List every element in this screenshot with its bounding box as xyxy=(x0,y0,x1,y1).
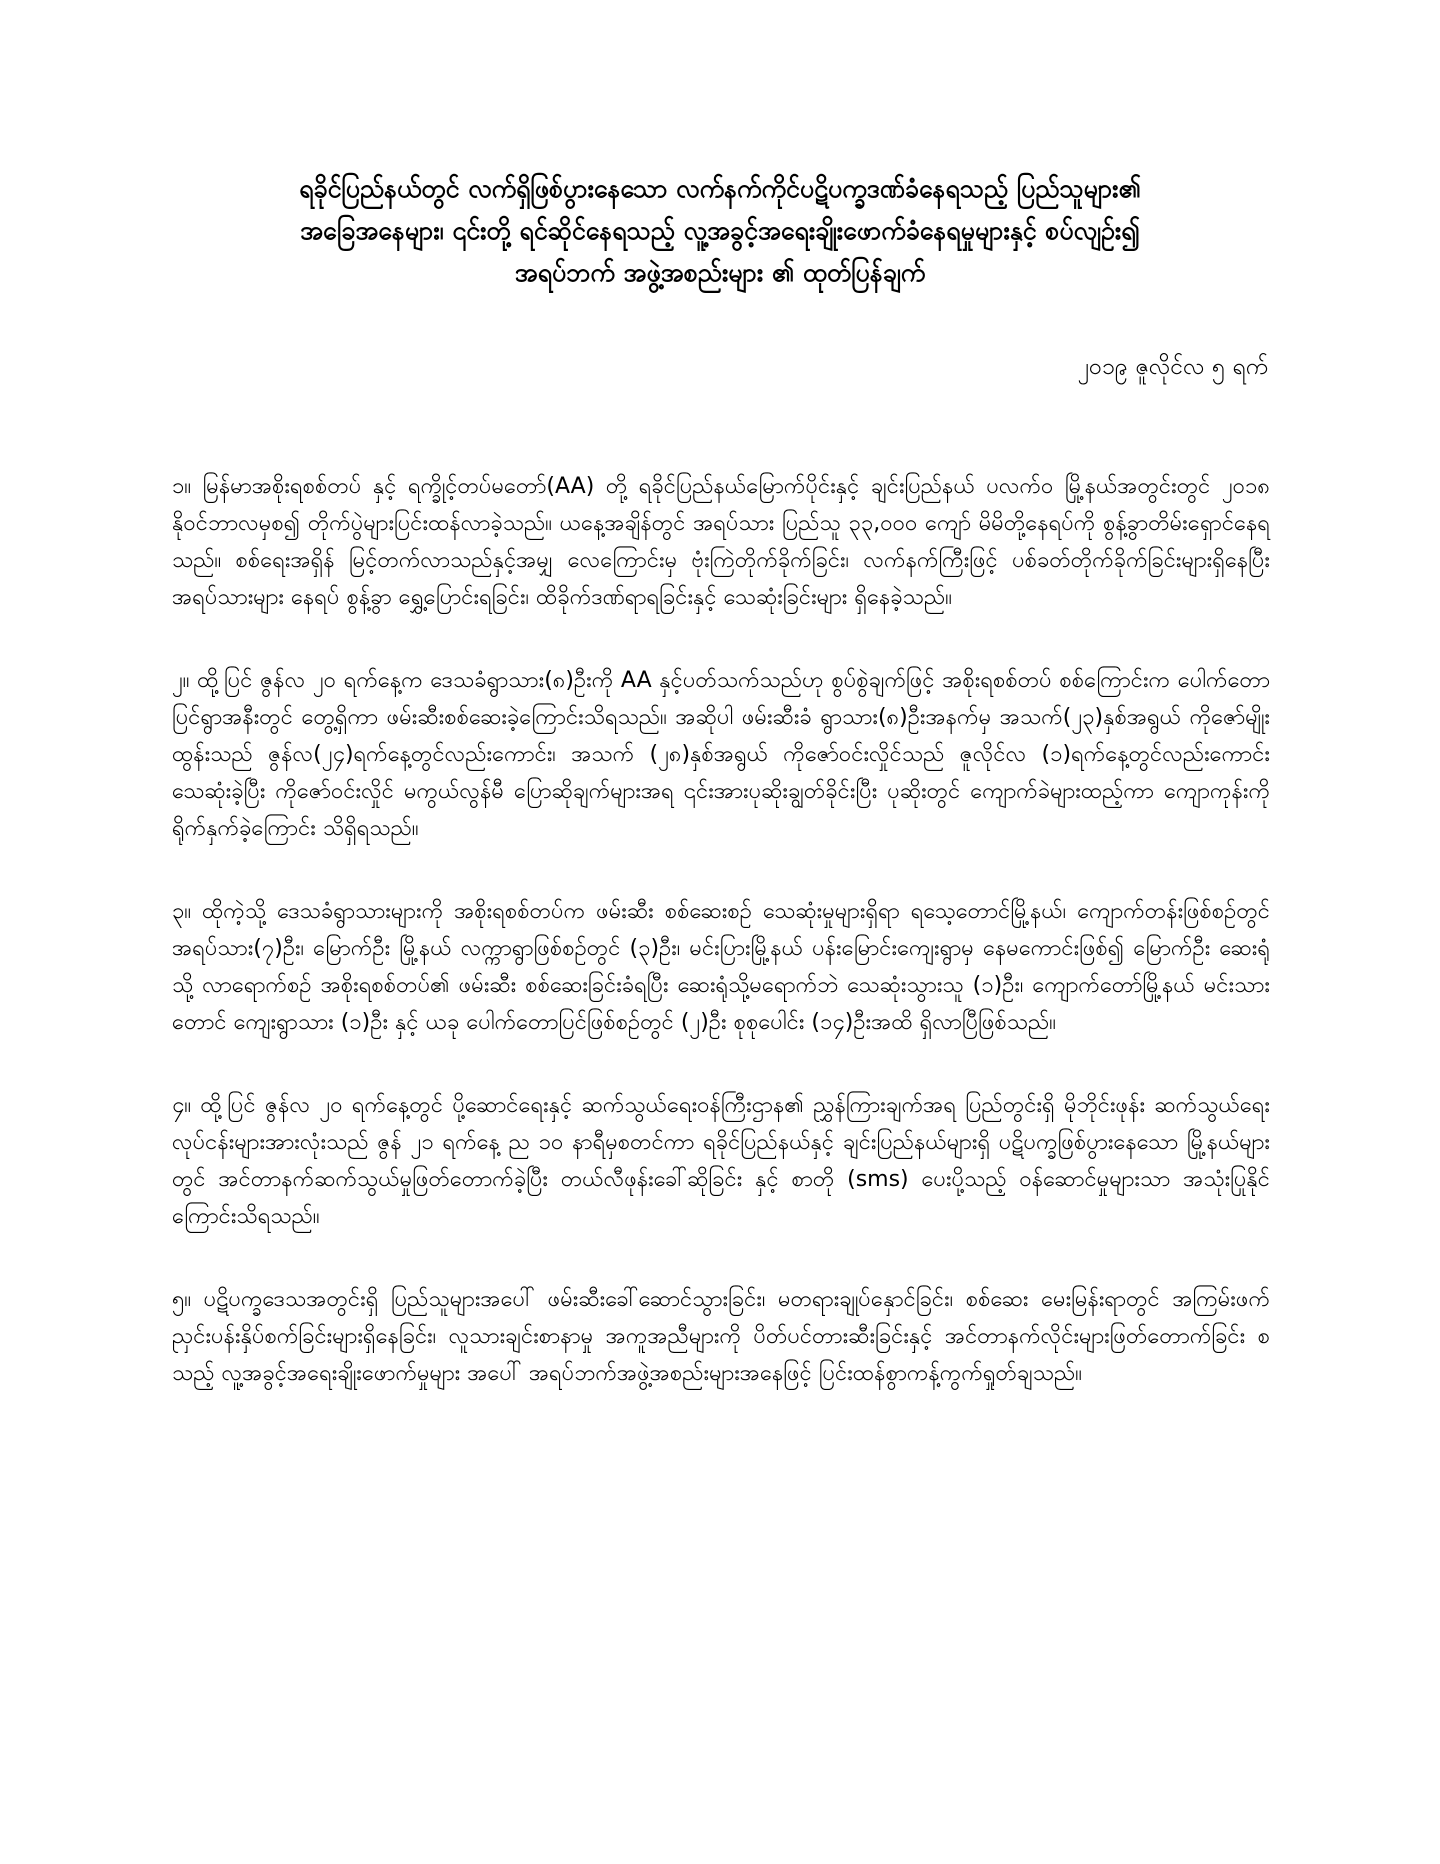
paragraph-4: ၄။ ထို့ပြင် ဇွန်လ ၂၀ ရက်နေ့တွင် ပို့ဆောင်ရေးနှင့် ဆက်သွယ်ရေးဝန်ကြီးဌာန၏ ညွှန်ကြားချက်အရ ပြည်တွင်းရှိ မိုဘိုင်းဖုန်း ဆက်သွယ်ရေးလုပ်ငန်းများအားလုံးသည် ဇွန် ၂၁ ရက်နေ့ ည ၁၀ နာရီမှစတင်ကာ ရခိုင်ပြည်နယ်နှင့် ချင်းပြည်နယ်များရှိ ပဋိပက္ခဖြစ်ပွားနေသော မြို့နယ်များတွင် အင်တာနက်ဆက်သွယ်မှုဖြတ်တောက်ခဲ့ပြီး တယ်လီဖုန်းခေါ်ဆိုခြင်း နှင့် စာတို (sms) ပေးပို့သည့် ဝန်ဆောင်မှုများသာ အသုံးပြုနိုင်ကြောင်းသိရသည်။ xyxy=(172,1093,1270,1229)
statement-date: ၂၀၁၉ ဇူလိုင်လ ၅ ရက် xyxy=(1077,354,1268,380)
paragraph-2: ၂။ ထို့ပြင် ဇွန်လ ၂၀ ရက်နေ့က ဒေသခံရွာသား(၈)ဦးကို AA နှင့်ပတ်သက်သည်ဟု စွပ်စွဲချက်ဖြင့် အစိုးရစစ်တပ် စစ်ကြောင်းက ပေါက်တောပြင်ရွာအနီးတွင် တွေ့ရှိကာ ဖမ်းဆီးစစ်ဆေးခဲ့ကြောင်းသိရသည်။ အဆိုပါ ဖမ်းဆီးခံ ရွာသား(၈)ဦးအနက်မှ အသက်(၂၃)နှစ်အရွယ် ကိုဇော်မျိုးထွန်းသည် ဇွန်လ(၂၄)ရက်နေ့တွင်လည်းကောင်း၊ အသက် (၂၈)နှစ်အရွယ် ကိုဇော်ဝင်းလှိုင်သည် ဇူလိုင်လ (၁)ရက်နေ့တွင်လည်းကောင်း သေဆုံးခဲ့ပြီး ကိုဇော်ဝင်းလှိုင် မကွယ်လွန်မီ ပြောဆိုချက်များအရ ၎င်းအားပုဆိုးချွတ်ခိုင်းပြီး ပုဆိုးတွင် ကျောက်ခဲများထည့်ကာ ကျောကုန်းကို ရိုက်နှက်ခဲ့ကြောင်း သိရှိရသည်။ xyxy=(172,668,1270,841)
paragraph-5: ၅။ ပဋိပက္ခဒေသအတွင်းရှိ ပြည်သူများအပေါ် ဖမ်းဆီးခေါ်ဆောင်သွားခြင်း၊ မတရားချုပ်နှောင်ခြင်း၊ စစ်ဆေး မေးမြန်းရာတွင် အကြမ်းဖက် ညှင်းပန်းနှိပ်စက်ခြင်းများရှိနေခြင်း၊ လူသားချင်းစာနာမှု အကူအညီများကို ပိတ်ပင်တားဆီးခြင်းနှင့် အင်တာနက်လိုင်းများဖြတ်တောက်ခြင်း စသည့် လူ့အခွင့်အရေးချိုးဖောက်မှုများ အပေါ် အရပ်ဘက်အဖွဲ့အစည်းများအနေဖြင့် ပြင်းထန်စွာကန့်ကွက်ရှုတ်ချသည်။ xyxy=(172,1287,1270,1386)
title-line-3: အရပ်ဘက် အဖွဲ့အစည်းများ ၏ ထုတ်ပြန်ချက် xyxy=(514,258,926,287)
document-body xyxy=(172,468,1270,1438)
title-line-2: အခြေအနေများ၊ ၎င်းတို့ ရင်ဆိုင်နေရသည့် လူ့အခွင့်အရေးချိုးဖောက်ခံနေရမှုများနှင့် စပ်လျဉ်း၍ xyxy=(300,216,1140,245)
title-line-1: ရခိုင်ပြည်နယ်တွင် လက်ရှိဖြစ်ပွားနေသော လက်နက်ကိုင်ပဋိပက္ခဒဏ်ခံနေရသည့် ပြည်သူများ၏ xyxy=(299,174,1141,203)
document-title xyxy=(160,168,1280,294)
paragraph-3: ၃။ ထိုကဲ့သို့ ဒေသခံရွာသားများကို အစိုးရစစ်တပ်က ဖမ်းဆီး စစ်ဆေးစဉ် သေဆုံးမှုများရှိရာ ရသေ့တောင်မြို့နယ်၊ ကျောက်တန်းဖြစ်စဉ်တွင် အရပ်သား(၇)ဦး၊ မြောက်ဦး မြို့နယ် လက္ကာရွာဖြစ်စဉ်တွင် (၃)ဦး၊ မင်းပြားမြို့နယ် ပန်းမြောင်းကျေးရွာမှ နေမကောင်းဖြစ်၍ မြောက်ဦး ဆေးရုံသို့ လာရောက်စဉ် အစိုးရစစ်တပ်၏ ဖမ်းဆီး စစ်ဆေးခြင်းခံရပြီး ဆေးရုံသို့မရောက်ဘဲ သေဆုံးသွားသူ (၁)ဦး၊ ကျောက်တော်မြို့နယ် မင်းသားတောင် ကျေးရွာသား (၁)ဦး နှင့် ယခု ပေါက်တောပြင်ဖြစ်စဉ်တွင် (၂)ဦး စုစုပေါင်း (၁၄)ဦးအထိ ရှိလာပြီဖြစ်သည်။ xyxy=(172,899,1270,1035)
paragraph-1: ၁။ မြန်မာအစိုးရစစ်တပ် နှင့် ရက္ခိုင့်တပ်မတော်(AA) တို့ ရခိုင်ပြည်နယ်မြောက်ပိုင်းနှင့် ချင်းပြည်နယ် ပလက်ဝ မြို့နယ်အတွင်းတွင် ၂၀၁၈ နိုဝင်ဘာလမှစ၍ တိုက်ပွဲများပြင်းထန်လာခဲ့သည်။ ယနေ့အချိန်တွင် အရပ်သား ပြည်သူ ၃၃,၀၀၀ ကျော် မိမိတို့နေရပ်ကို စွန့်ခွာတိမ်းရှောင်နေရသည်။ စစ်ရေးအရှိန် မြင့်တက်လာသည်နှင့်အမျှ လေကြောင်းမှ ဗုံးကြဲတိုက်ခိုက်ခြင်း၊ လက်နက်ကြီးဖြင့် ပစ်ခတ်တိုက်ခိုက်ခြင်းများရှိနေပြီး အရပ်သားများ နေရပ် စွန့်ခွာ ရွှေ့ပြောင်းရခြင်း၊ ထိခိုက်ဒဏ်ရာရခြင်းနှင့် သေဆုံးခြင်းများ ရှိနေခဲ့သည်။ xyxy=(172,474,1270,610)
